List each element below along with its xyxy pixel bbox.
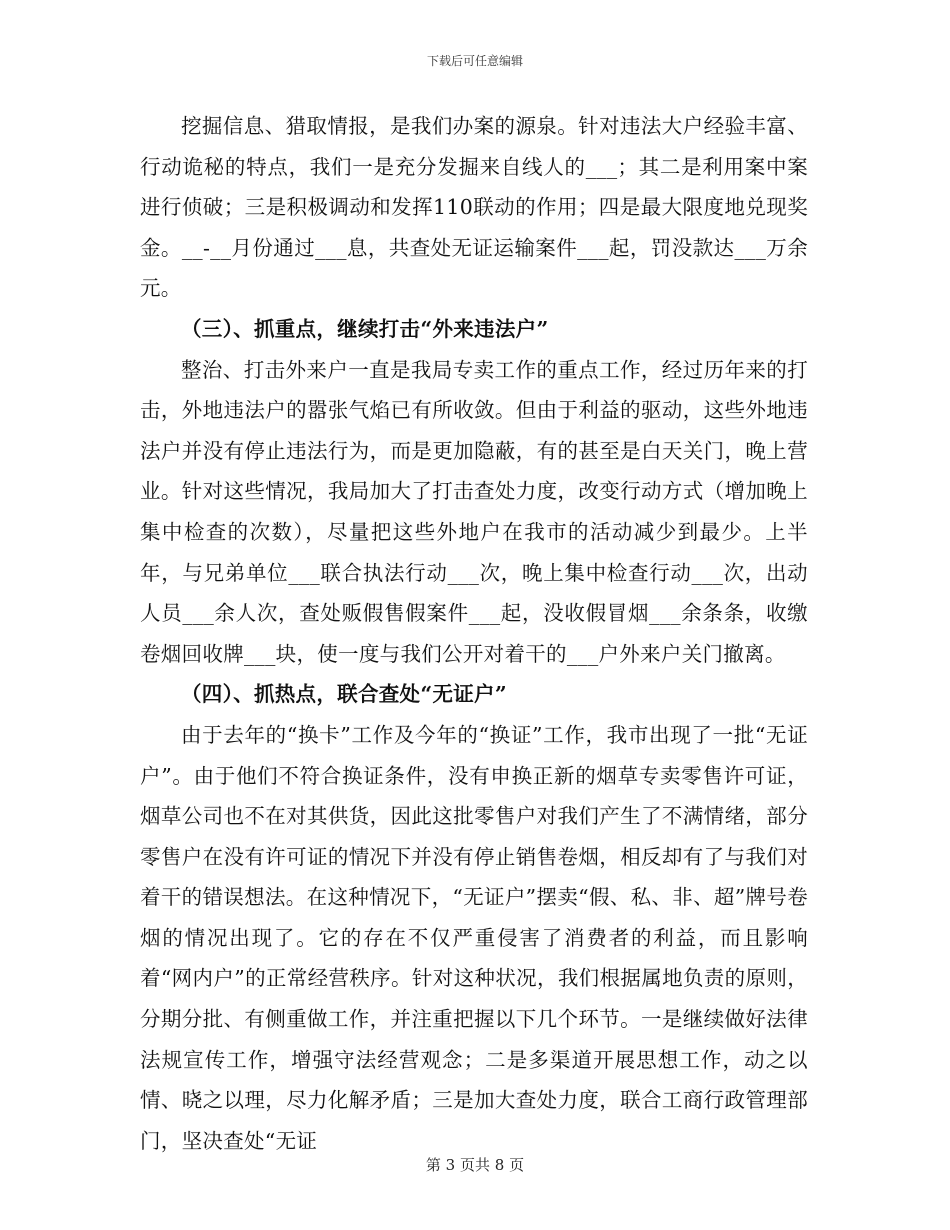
paragraph-intelligence: 挖掘信息、猎取情报，是我们办案的源泉。针对违法大户经验丰富、行动诡秘的特点，我们一是充分发掘来自线人的___；其二是利用案中案进行侦破；三是积极调动和发挥110联动的作用；四是最大限度地兑现奖金。__-__月份通过___息，共查处无证运输案件___起，罚没款达___万余元。 — [140, 114, 808, 301]
document-body — [140, 106, 808, 1161]
paragraph-outside-violators: 整治、打击外来户一直是我局专卖工作的重点工作，经过历年来的打击，外地违法户的嚣张气焰已有所收敛。但由于利益的驱动，这些外地违法户并没有停止违法行为，而是更加隐蔽，有的甚至是白天关门，晚上营业。针对这些情况，我局加大了打击查处力度，改变行动方式（增加晚上集中检查的次数），尽量把这些外地户在我市的活动减少到最少。上半年，与兄弟单位___联合执法行动___次，晚上集中检查行动___次，出动人员___余人次，查处贩假售假案件___起，没收假冒烟___余条条，收缴卷烟回收牌___块，使一度与我们公开对着干的___户外来户关门撤离。 — [140, 357, 808, 666]
section-heading-4: （四）、抓热点，联合查处“无证户” — [181, 682, 507, 707]
paragraph-unlicensed-retailers: 由于去年的“换卡”工作及今年的“换证”工作，我市出现了一批“无证户”。由于他们不符合换证条件，没有申换正新的烟草专卖零售许可证，烟草公司也不在对其供货，因此这批零售户对我们产生了不满情绪，部分零售户在没有许可证的情况下并没有停止销售卷烟，相反却有了与我们对着干的错误想法。在这种情况下，“无证户”摆卖“假、私、非、超”牌号卷烟的情况出现了。它的存在不仅严重侵害了消费者的利益，而且影响着“网内户”的正常经营秩序。针对这种状况，我们根据属地负责的原则，分期分批、有侧重做工作，并注重把握以下几个环节。一是继续做好法律法规宣传工作，增强守法经营观念；二是多渠道开展思想工作，动之以情、晓之以理，尽力化解矛盾；三是加大查处力度，联合工商行政管理部门，坚决查处“无证 — [140, 722, 808, 1153]
page-number: 第 3 页共 8 页 — [425, 1156, 525, 1174]
header-note: 下载后可任意编辑 — [426, 54, 523, 68]
section-heading-3: （三）、抓重点，继续打击“外来违法户” — [181, 316, 549, 341]
